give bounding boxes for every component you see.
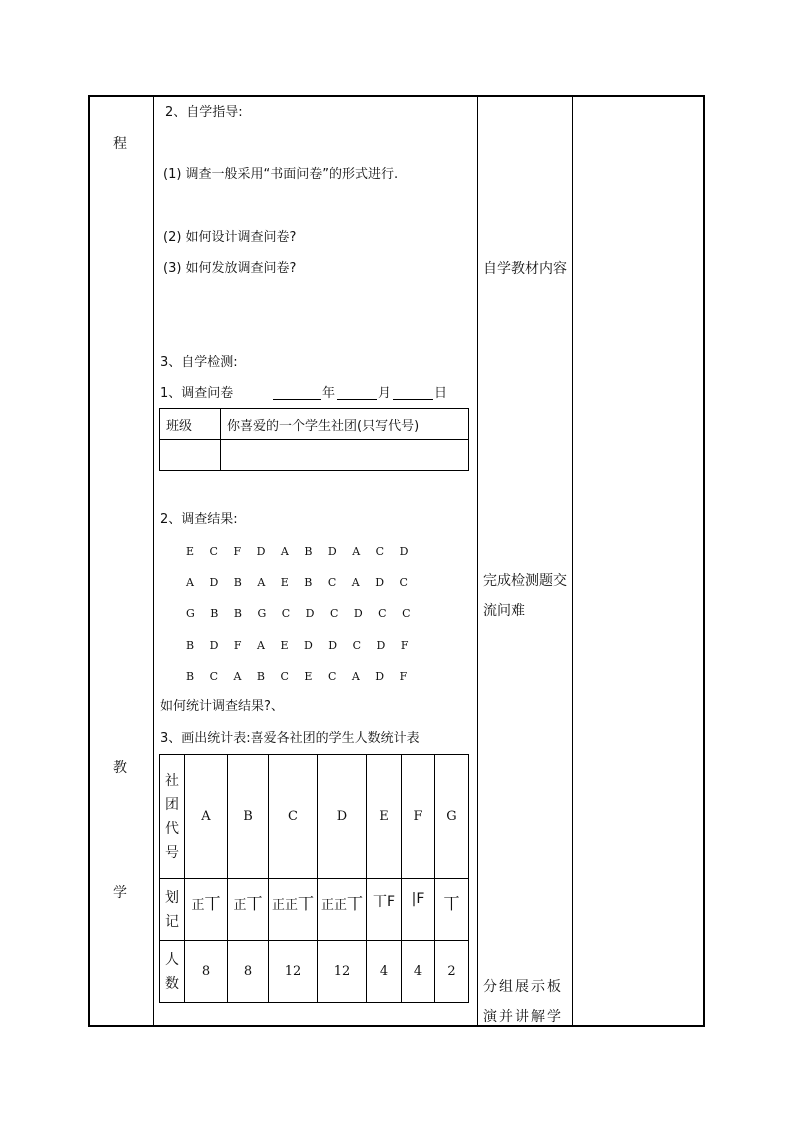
tally-cell: 丅 <box>435 879 469 941</box>
code-cell: A <box>185 755 228 879</box>
tally-label: 划 记 <box>160 879 185 941</box>
result-title: 2、调查结果: <box>160 512 238 527</box>
count-label: 人 数 <box>160 941 185 1003</box>
result-row: B C A B C E C A D F <box>186 670 414 683</box>
month-blank <box>337 399 377 400</box>
note-complete-test: 完成检测题交流问难 <box>483 573 567 619</box>
tally-cell: 正正丅 <box>269 879 318 941</box>
question-3: (3) 如何发放调查问卷? <box>163 261 297 276</box>
how-count: 如何统计调查结果?、 <box>160 699 284 714</box>
result-row: G B B G C D C D C C <box>186 607 417 620</box>
day-blank <box>393 399 433 400</box>
count-cell: 4 <box>402 941 435 1003</box>
question-2: (2) 如何设计调查问卷? <box>163 230 297 245</box>
note-self-study: 自学教材内容 <box>483 261 567 277</box>
section2-title: 2、自学指导: <box>165 105 243 120</box>
survey-line: 1、调查问卷 <box>160 386 234 401</box>
code-cell: B <box>228 755 269 879</box>
column-divider <box>153 97 154 1025</box>
result-row: A D B A E B C A D C <box>186 576 414 589</box>
tally-cell: 正丅 <box>185 879 228 941</box>
left-label-xue: 学 <box>113 885 127 901</box>
survey-header-club: 你喜爱的一个学生社团(只写代号) <box>221 409 469 440</box>
survey-cell-club[interactable] <box>221 440 469 471</box>
count-cell: 8 <box>228 941 269 1003</box>
code-cell: C <box>269 755 318 879</box>
left-label-cheng: 程 <box>113 136 127 152</box>
left-label-jiao: 教 <box>113 760 127 776</box>
code-cell: F <box>402 755 435 879</box>
header-label: 社 团 代 号 <box>160 755 185 879</box>
section3-title: 3、自学检测: <box>160 355 238 370</box>
year-blank <box>273 399 321 400</box>
question-1: (1) 调查一般采用“书面问卷”的形式进行. <box>163 167 399 182</box>
note-group-display: 分组展示板演并讲解学 <box>483 979 563 1025</box>
code-cell: G <box>435 755 469 879</box>
result-row: E C F D A B D A C D <box>186 545 415 558</box>
stats-table <box>159 754 469 1003</box>
tally-cell: 丅F <box>367 879 402 941</box>
column-divider <box>572 97 573 1025</box>
date-day: 日 <box>434 386 448 401</box>
result-row: B D F A E D D C D F <box>186 639 415 652</box>
tally-cell: 正丅 <box>228 879 269 941</box>
count-cell: 12 <box>269 941 318 1003</box>
count-cell: 2 <box>435 941 469 1003</box>
stats-table-title: 3、画出统计表:喜爱各社团的学生人数统计表 <box>160 731 420 746</box>
count-cell: 12 <box>318 941 367 1003</box>
tally-cell: 正正丅 <box>318 879 367 941</box>
count-cell: 4 <box>367 941 402 1003</box>
survey-header-class: 班级 <box>160 409 221 440</box>
column-divider <box>477 97 478 1025</box>
survey-table <box>159 408 469 471</box>
survey-cell-class[interactable] <box>160 440 221 471</box>
code-cell: D <box>318 755 367 879</box>
tally-cell: |F <box>402 879 435 941</box>
count-cell: 8 <box>185 941 228 1003</box>
date-year: 年 <box>322 386 336 401</box>
code-cell: E <box>367 755 402 879</box>
date-month: 月 <box>378 386 392 401</box>
